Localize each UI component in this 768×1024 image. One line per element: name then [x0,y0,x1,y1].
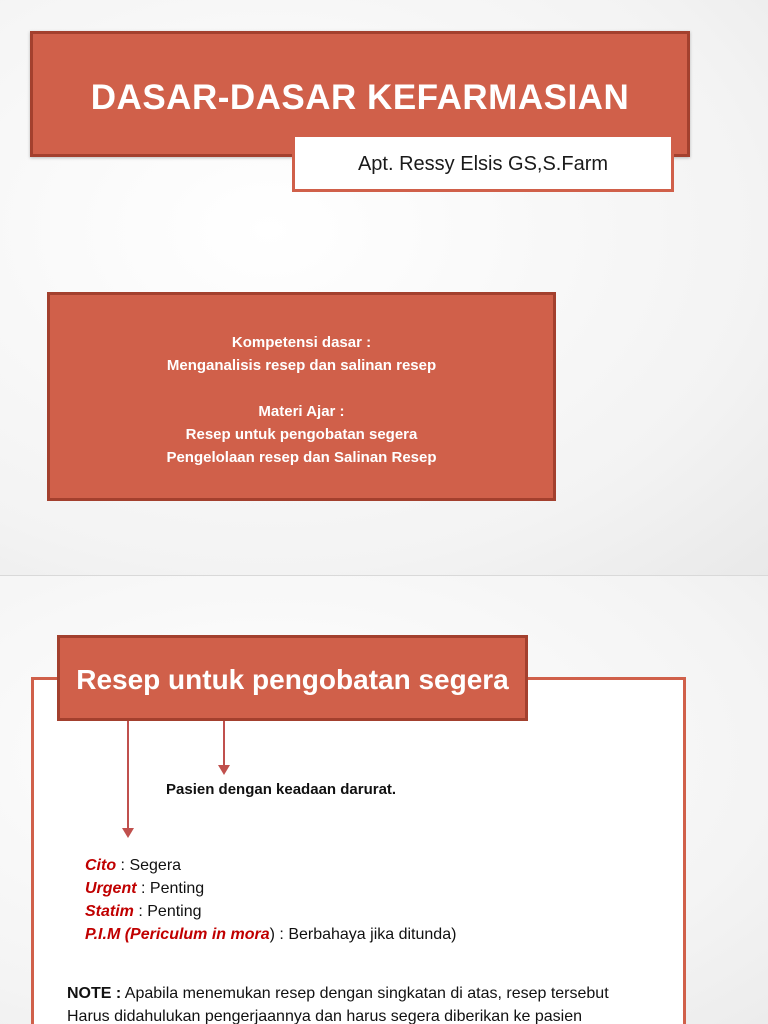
note-label: NOTE : [67,985,122,1002]
subtitle-box [292,134,674,192]
spacer [50,377,553,400]
term-label: Cito [85,857,117,874]
term-meaning: Segera [129,857,182,874]
content-frame [31,677,686,1024]
slide-2 [0,576,768,1024]
arrow-right-line [223,721,225,766]
heading-box [57,635,528,721]
note-text-1: Apabila menemukan resep dengan singkatan di atas, resep tersebut [121,985,609,1002]
arrow-left-head [122,828,134,838]
definition-statim [85,903,202,921]
term-meaning: Berbahaya jika ditunda) [288,926,457,943]
materi-heading: Materi Ajar : [258,403,345,420]
slide-subtitle: Apt. Ressy Elsis GS,S.Farm [357,153,609,175]
definition-cito [85,857,181,875]
term-separator: : [136,880,150,897]
slide-title: DASAR-DASAR KEFARMASIAN [90,78,630,117]
arrow-right-head [218,765,230,775]
kompetensi-text: Menganalisis resep dan salinan resep [166,357,437,374]
term-meaning: Penting [149,880,205,897]
term-separator: : [116,857,130,874]
note-line-2 [67,1008,582,1024]
note-text-2: Harus didahulukan pengerjaannya dan harus segera diberikan ke pasien [67,1008,583,1024]
definition-urgent [85,880,204,898]
term-label: P.I.M (Periculum in mora [85,926,270,943]
materi-item: Pengelolaan resep dan Salinan Resep [166,449,437,466]
term-separator: ) : [269,926,289,943]
term-label: Statim [85,903,134,920]
materi-item: Resep untuk pengobatan segera [185,426,418,443]
note-line-1 [67,985,609,1003]
pasien-text: Pasien dengan keadaan darurat. [166,781,397,798]
term-label: Urgent [85,880,137,897]
competency-box [47,292,556,501]
term-separator: : [133,903,148,920]
definition-pim [85,926,456,944]
kompetensi-heading: Kompetensi dasar : [231,334,372,351]
arrow-left-line [127,721,129,829]
term-meaning: Penting [147,903,202,920]
slide-heading: Resep untuk pengobatan segera [76,664,509,695]
